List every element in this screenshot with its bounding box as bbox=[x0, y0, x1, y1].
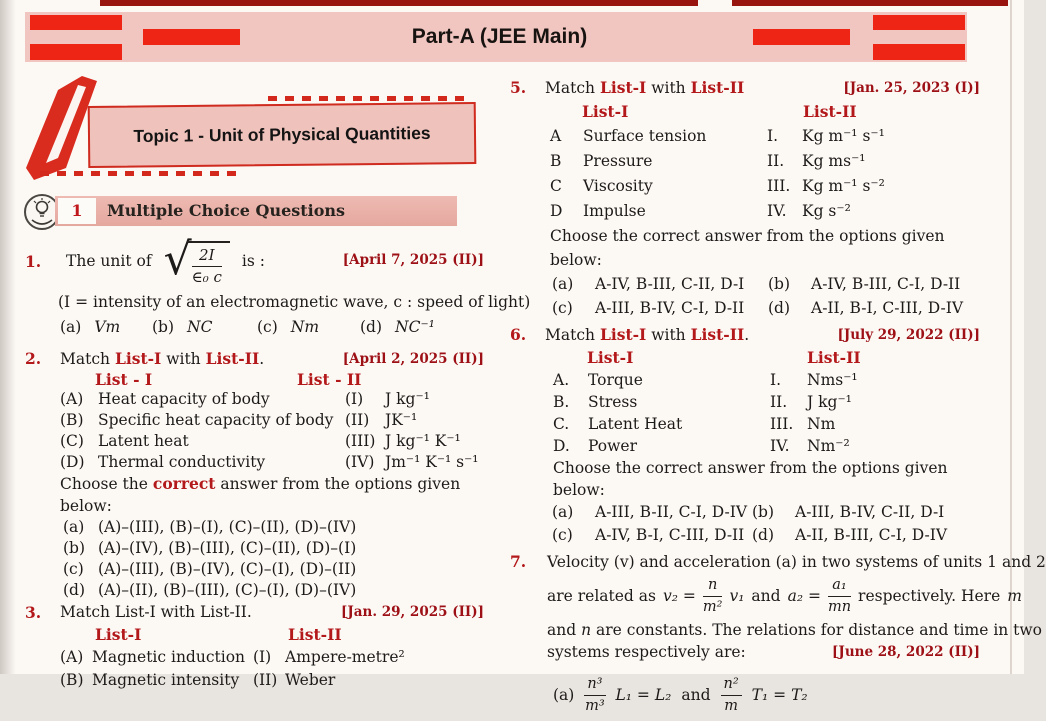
decor-red-bar bbox=[143, 29, 240, 45]
question-date: [June 28, 2022 (II)] bbox=[832, 644, 980, 660]
question-number: 7. bbox=[510, 552, 527, 571]
question-6 bbox=[510, 324, 986, 547]
fraction-denominator: ∈₀ c bbox=[191, 267, 222, 286]
dashed-rule-top bbox=[268, 96, 472, 101]
question-number: 1. bbox=[25, 251, 42, 271]
match-row: D. Power IV. Nm⁻² bbox=[553, 437, 850, 455]
option-c: (c) A-IV, B-I, C-III, D-II bbox=[552, 526, 745, 544]
match-row: C. Latent Heat III. Nm bbox=[553, 415, 836, 433]
option-a bbox=[60, 314, 152, 340]
left-column bbox=[25, 232, 531, 692]
math-var: a₂ = bbox=[787, 587, 821, 605]
question-1 bbox=[25, 232, 531, 340]
list-headers bbox=[510, 100, 986, 124]
fraction: $\frac{n}{\text{m²}}$ bbox=[702, 577, 723, 615]
question-number: 3. bbox=[25, 603, 42, 622]
dashed-rule-bottom bbox=[40, 171, 242, 176]
question-5-stem bbox=[510, 76, 986, 100]
question-number: 2. bbox=[25, 349, 42, 368]
list-headers bbox=[25, 370, 490, 389]
list-headers bbox=[510, 346, 986, 369]
top-maroon-strip bbox=[100, 0, 698, 6]
list2-header: List-II bbox=[807, 348, 861, 367]
options-row bbox=[510, 296, 986, 320]
list1-header: List-I bbox=[582, 102, 629, 121]
options-row bbox=[510, 524, 986, 547]
option-d: (d) A-II, B-I, C-III, D-IV bbox=[768, 299, 964, 317]
match-row: (A) Heat capacity of body (I) J kg⁻¹ bbox=[60, 390, 430, 408]
option-c bbox=[257, 314, 360, 340]
math-var: v₂ = bbox=[662, 587, 696, 605]
decor-red-bar bbox=[873, 15, 965, 30]
decor-red-bar bbox=[753, 29, 850, 45]
question-1-stem bbox=[25, 232, 490, 290]
choose-instruction: Choose the correct answer from the options given below: bbox=[60, 474, 461, 515]
fraction: $\frac{\text{n³}}{\text{m³}}$ bbox=[585, 676, 605, 714]
match-row: B Pressure II. Kg ms⁻¹ bbox=[550, 152, 866, 170]
decor-red-bar bbox=[30, 44, 122, 60]
fraction-numerator: 2I bbox=[192, 246, 222, 267]
math-var: m bbox=[1007, 587, 1022, 605]
fraction: $\frac{\text{n²}}{m}$ bbox=[721, 675, 742, 714]
option-label: (a) bbox=[60, 318, 82, 336]
stem-text: are related as bbox=[547, 587, 656, 605]
option-b: (b) A-IV, B-III, C-I, D-II bbox=[768, 275, 961, 293]
option-a: (a) A-IV, B-III, C-II, D-I bbox=[552, 275, 745, 293]
highlight-correct: correct bbox=[152, 474, 216, 493]
stem-text: Match List-I with List-II. bbox=[60, 603, 252, 621]
question-7-stem bbox=[510, 551, 1046, 573]
option-d: (d) A-II, B-III, C-I, D-IV bbox=[752, 526, 948, 544]
topic-banner bbox=[88, 102, 477, 168]
question-date: [July 29, 2022 (II)] bbox=[837, 327, 980, 343]
question-date: [April 2, 2025 (II)] bbox=[342, 351, 484, 367]
math-var: L₁ = L₂ bbox=[615, 686, 672, 704]
decor-red-bar bbox=[873, 44, 965, 60]
option-text: Vm bbox=[94, 318, 121, 336]
option-c: (c) A-III, B-IV, C-I, D-II bbox=[552, 299, 745, 317]
stem-text: Match List-I with List-II. bbox=[545, 325, 750, 344]
option-b bbox=[152, 314, 257, 340]
decor-red-bar bbox=[30, 15, 122, 30]
list1-header: List - I bbox=[95, 370, 153, 389]
math-var: T₁ = T₂ bbox=[751, 686, 808, 704]
topic-title: Topic 1 - Unit of Physical Quantities bbox=[133, 122, 431, 147]
right-column bbox=[510, 74, 1046, 721]
question-7 bbox=[510, 551, 1046, 721]
question-2-stem bbox=[25, 348, 490, 370]
list1-ref: List-I bbox=[599, 325, 647, 344]
stem-text-line: systems respectively are: [June 28, 2022 (II)] bbox=[547, 643, 980, 661]
top-maroon-strip bbox=[732, 0, 1008, 6]
match-row: A. Torque I. Nms⁻¹ bbox=[553, 371, 858, 389]
list2-header: List - II bbox=[297, 370, 362, 389]
question-5 bbox=[510, 76, 986, 320]
question-number: 5. bbox=[510, 78, 527, 97]
match-row: B. Stress II. J kg⁻¹ bbox=[553, 393, 852, 411]
math-var: n bbox=[581, 621, 592, 639]
match-row: (C) Latent heat (III) J kg⁻¹ K⁻¹ bbox=[60, 432, 461, 450]
radicand bbox=[187, 241, 230, 287]
options-row bbox=[510, 501, 986, 524]
option-b: (b) A-III, B-IV, C-II, D-I bbox=[752, 503, 945, 521]
stem-text: The unit of bbox=[66, 252, 152, 270]
list2-ref: List-II bbox=[690, 78, 745, 97]
section-bar bbox=[55, 196, 457, 226]
stem-text: respectively. Here bbox=[858, 587, 1001, 605]
question-2 bbox=[25, 348, 490, 601]
options-row bbox=[510, 272, 986, 296]
list-headers bbox=[25, 624, 490, 646]
question-date: [Jan. 29, 2025 (II)] bbox=[341, 604, 484, 620]
option-label: (c) bbox=[257, 318, 278, 336]
part-title: Part-A (JEE Main) bbox=[411, 25, 588, 48]
match-row: (A) Magnetic induction (I) Ampere-metre² bbox=[60, 648, 405, 666]
option-text: NC bbox=[187, 318, 213, 336]
option-label: (a) bbox=[553, 686, 575, 704]
question-number: 6. bbox=[510, 325, 527, 344]
section-title: Multiple Choice Questions bbox=[107, 201, 346, 220]
match-row: C Viscosity III. Kg m⁻¹ s⁻² bbox=[550, 177, 885, 195]
match-row: D Impulse IV. Kg s⁻² bbox=[550, 202, 851, 220]
sqrt-expression bbox=[163, 233, 230, 287]
list2-ref: List-II bbox=[205, 349, 260, 368]
stem-text-line: and n are constants. The relations for distance and time in two bbox=[547, 621, 1043, 639]
option-label: (b) bbox=[152, 318, 175, 336]
stem-text: Match List-I with List-II bbox=[545, 78, 745, 97]
list1-ref: List-I bbox=[114, 349, 162, 368]
choose-instruction: Choose the correct answer from the options given below: bbox=[550, 227, 945, 269]
part-header-band bbox=[25, 12, 967, 62]
list2-ref: List-II bbox=[690, 325, 745, 344]
fraction bbox=[192, 246, 222, 287]
option-a bbox=[510, 669, 986, 721]
question-3-stem bbox=[25, 601, 490, 624]
question-date: [April 7, 2025 (II)] bbox=[342, 252, 484, 268]
choose-instruction: Choose the correct answer from the options given below: bbox=[553, 459, 948, 499]
option-d bbox=[360, 314, 435, 340]
stem-text: Match List-I with List-II. bbox=[60, 349, 265, 368]
question-date: [Jan. 25, 2023 (I)] bbox=[843, 80, 980, 96]
option-a: (a) (A)–(III), (B)–(I), (C)–(II), (D)–(IV) bbox=[63, 518, 357, 536]
match-row: (B) Specific heat capacity of body (II) JK⁻¹ bbox=[60, 411, 418, 429]
option-text: Nm bbox=[290, 318, 320, 336]
list2-header: List-II bbox=[803, 102, 857, 121]
match-row: A Surface tension I. Kg m⁻¹ s⁻¹ bbox=[550, 127, 885, 145]
option-label: (d) bbox=[360, 318, 383, 336]
question-6-stem bbox=[510, 324, 986, 346]
page-left-edge-shadow bbox=[0, 0, 16, 674]
option-b: (b) (A)–(IV), (B)–(III), (C)–(II), (D)–(I) bbox=[63, 539, 357, 557]
radical-sign: √ bbox=[163, 233, 192, 285]
option-c: (c) (A)–(III), (B)–(IV), (C)–(I), (D)–(II) bbox=[63, 560, 357, 578]
list1-header: List-I bbox=[587, 348, 634, 367]
match-row: (B) Magnetic intensity (II) Weber bbox=[60, 671, 336, 689]
stem-text: Velocity (v) and acceleration (a) in two systems of units 1 and 2 bbox=[547, 553, 1046, 571]
option-d: (d) (A)–(II), (B)–(III), (C)–(I), (D)–(IV) bbox=[63, 581, 357, 599]
section-number: 1 bbox=[58, 198, 96, 224]
match-row: (D) Thermal conductivity (IV) Jm⁻¹ K⁻¹ s⁻¹ bbox=[60, 453, 479, 471]
fraction: $\frac{\text{a₁}}{mn}$ bbox=[827, 577, 852, 615]
stem-text: is : bbox=[241, 252, 265, 270]
option-text: and bbox=[681, 686, 711, 704]
list1-ref: List-I bbox=[599, 78, 647, 97]
question-note: (I = intensity of an electromagnetic wave, c : speed of light) bbox=[58, 293, 531, 311]
option-a: (a) A-III, B-II, C-I, D-IV bbox=[552, 503, 748, 521]
options-row bbox=[25, 314, 490, 340]
option-text: NC⁻¹ bbox=[395, 318, 435, 336]
question-3 bbox=[25, 601, 490, 692]
list1-header: List-I bbox=[95, 625, 142, 644]
math-var: v₁ bbox=[729, 587, 745, 605]
list2-header: List-II bbox=[288, 625, 342, 644]
stem-text: and bbox=[751, 587, 781, 605]
equation-line bbox=[510, 573, 1022, 619]
